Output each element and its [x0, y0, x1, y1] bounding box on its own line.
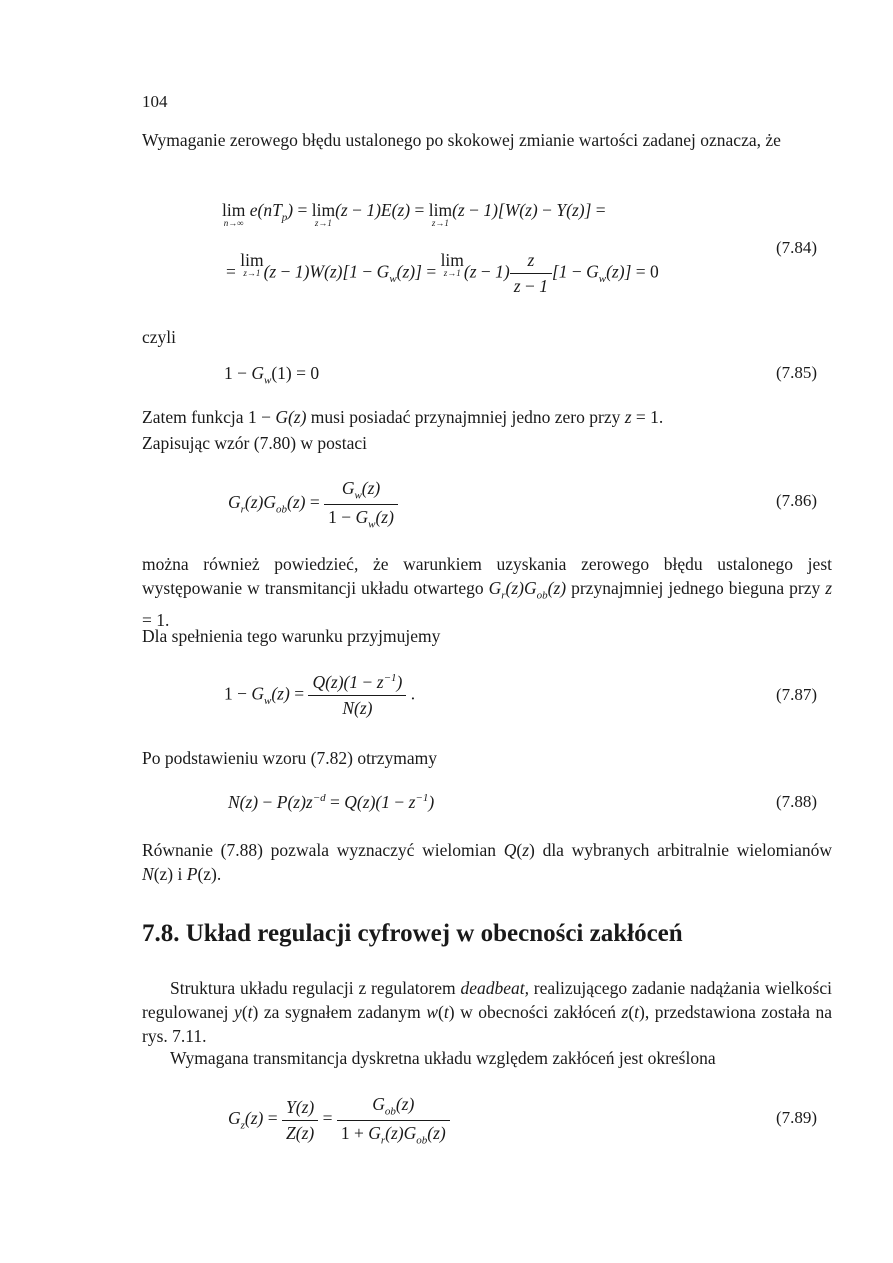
equation-7-84-line1: lim n→∞ $e(nT_p) = \lim$ z→1 (z − 1)E(z) = lim z→1 (z − 1)[W(z) − Y(z)] = [222, 200, 606, 228]
paragraph-intro: Wymaganie zerowego błędu ustalonego po skokowej zmianie wartości zadanej oznacza, że [142, 130, 781, 150]
paragraph-transfer: Wymagana transmitancja dyskretna układu względem zakłóceń jest określona [170, 1048, 716, 1068]
equation-number-7-84: (7.84) [776, 238, 818, 257]
equation-7-86: $G_r(z)G_{ob}(z)$ = $\frac{G_w(z)}{1 - G_w(z)}$ [228, 478, 398, 530]
equation-7-85: $1 - G_w(1) = 0$ [224, 363, 320, 387]
equation-number-7-88: (7.88) [776, 792, 818, 811]
equation-number-7-89: (7.89) [776, 1108, 818, 1127]
equation-7-87: $1 - G_w(z)$ = $\frac{Q(z)(1 - z^{-1})}{N(z)}$ . [224, 672, 416, 718]
equation-number-7-85: (7.85) [776, 363, 818, 382]
equation-number-7-86: (7.86) [776, 491, 818, 510]
paragraph-assumption: Dla spełnienia tego warunku przyjmujemy [142, 626, 441, 646]
section-title: 7.8. Układ regulacji cyfrowej w obecności zakłóceń [142, 920, 683, 947]
paragraph-structure: Struktura układu regulacji z regulatorem deadbeat, realizującego zadanie nadążania wielkości regulowanej y(t) za sygnałem zadanym w(t) w obecności zakłóceń z(t), przedstawiona została na rys. 7.11. [142, 978, 833, 1046]
paragraph-pole-condition: można również powiedzieć, że warunkiem uzyskania zerowego błędu ustalonego jest występowanie w transmitancji układu otwartego $G_r(z)G_{ob}(z)$ przynajmniej jednego bieguna przy z = 1. [142, 554, 833, 630]
paragraph-zero-condition: Zatem funkcja 1 − G(z) musi posiadać przynajmniej jedno zero przy z = 1. [142, 407, 664, 427]
equation-7-89: $G_z(z)$ = $\frac{Y(z)}{Z(z)}$ = $\frac{G_{ob}(z)}{1 + G_r(z)G_{ob}(z)}$ [228, 1094, 450, 1146]
paragraph-rewriting: Zapisując wzór (7.80) w postaci [142, 433, 367, 453]
equation-7-84-line2: = lim z→1 $(z - 1)W(z)[1 - G_w(z)] = \lim$ z→1 (z − 1) $\frac{z}{z - 1}$ $[1 - G_w(z)] = 0$ [226, 250, 659, 296]
paragraph-polynomial: Równanie (7.88) pozwala wyznaczyć wielomian Q(z) dla wybranych arbitralnie wielomianów N(z) i P(z). [142, 840, 833, 884]
equation-7-88: $N(z) - P(z)z^{-d} = Q(z)(1 - z^{-1})$ [228, 792, 435, 812]
paragraph-substitution: Po podstawieniu wzoru (7.82) otrzymamy [142, 748, 438, 768]
equation-number-7-87: (7.87) [776, 685, 818, 704]
page-number: 104 [142, 92, 168, 111]
text-czyli: czyli [142, 327, 177, 347]
